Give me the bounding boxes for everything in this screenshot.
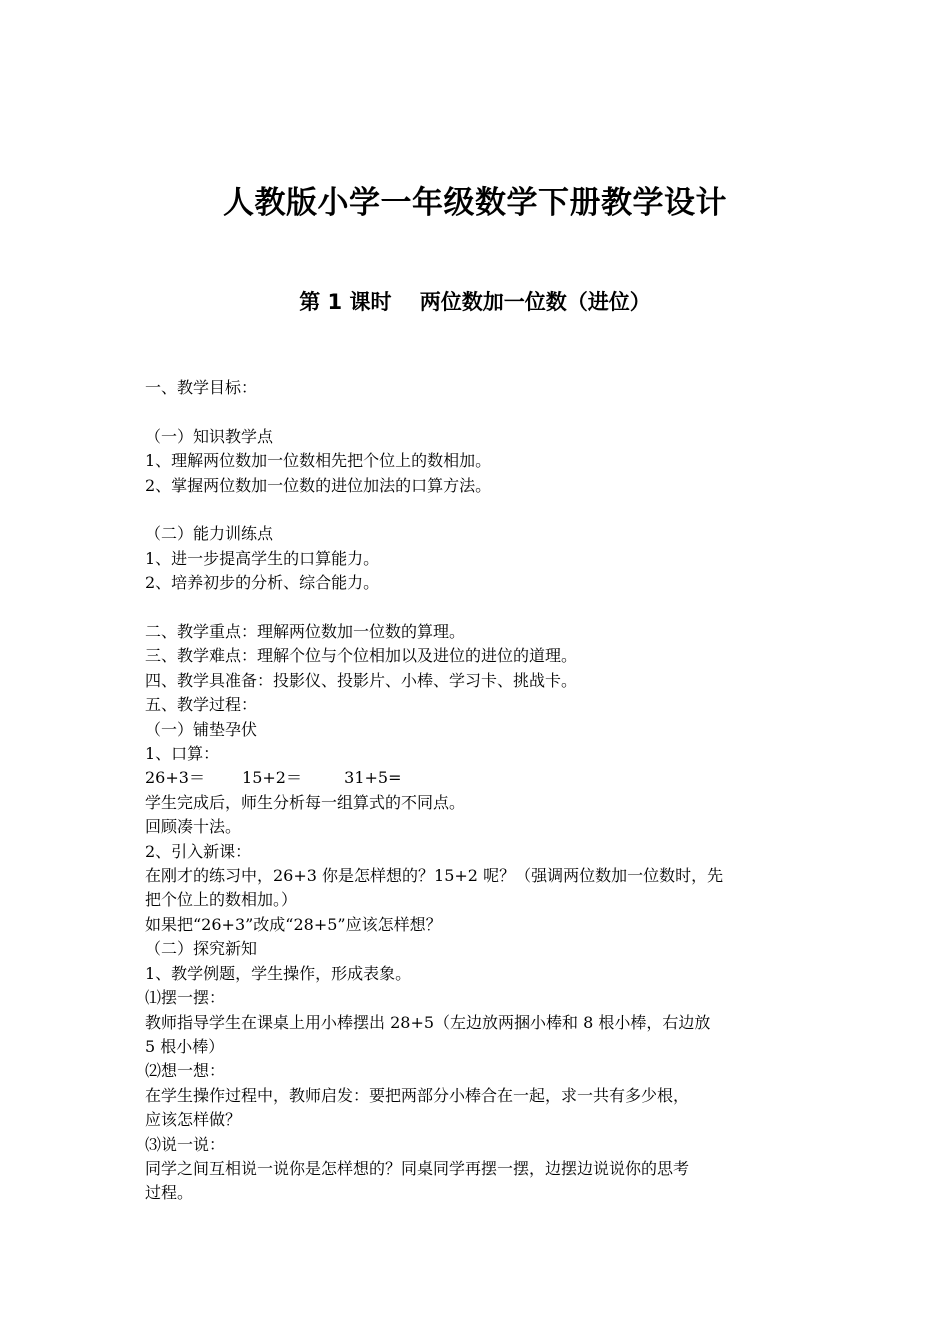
body-line: 同学之间互相说一说你是怎样想的？同桌同学再摆一摆，边摆边说说你的思考 [145,1158,690,1178]
body-line: 在学生操作过程中，教师启发：要把两部分小棒合在一起，求一共有多少根， [145,1085,690,1105]
body-line: 在刚才的练习中，26+3 你是怎样想的？15+2 呢？（强调两位数加一位数时，先 [145,866,724,886]
body-line: 26+3＝ 15+2＝ 31+5= [145,768,402,788]
body-line: 如果把“26+3”改成“28+5”应该怎样想？ [145,914,442,934]
body-line: 学生完成后，师生分析每一组算式的不同点。 [145,792,466,812]
body-line: 1、进一步提高学生的口算能力。 [145,548,380,568]
body-line: 5 根小棒） [145,1036,225,1056]
body-line: 把个位上的数相加。） [145,890,298,910]
body-line: （一）知识教学点 [145,426,274,446]
body-line: 2、培养初步的分析、综合能力。 [145,573,380,593]
body-line: ⑴摆一摆： [145,988,226,1008]
body-line: （一）铺垫孕伏 [145,719,258,739]
document-title: 人教版小学一年级数学下册教学设计 [223,185,727,221]
body-line: 回顾凑十法。 [145,817,242,837]
document-body [145,376,810,1206]
body-line: ⑵想一想： [145,1061,226,1081]
body-line: 五、教学过程： [145,695,258,715]
paragraph-gap [145,498,810,522]
body-line: 一、教学目标： [145,378,258,397]
body-line: 2、引入新课： [145,841,252,861]
body-line: 二、教学重点：理解两位数加一位数的算理。 [145,622,466,642]
body-line: 教师指导学生在课桌上用小棒摆出 28+5（左边放两捆小棒和 8 根小棒，右边放 [145,1012,711,1032]
lesson-subtitle: 第 1 课时 两位数加一位数（进位） [299,290,651,314]
body-line: 四、教学具准备：投影仪、投影片、小棒、学习卡、挑战卡。 [145,670,578,690]
body-line: （二）能力训练点 [145,524,274,544]
body-line: 三、教学难点：理解个位与个位相加以及进位的进位的道理。 [145,646,578,666]
body-line: 2、掌握两位数加一位数的进位加法的口算方法。 [145,475,492,495]
body-line: 过程。 [145,1183,194,1203]
body-line: ⑶说一说： [145,1134,226,1154]
body-line: 1、口算： [145,744,220,764]
body-line: 1、理解两位数加一位数相先把个位上的数相加。 [145,451,492,471]
body-line: 应该怎样做？ [145,1110,242,1130]
paragraph-gap [145,400,810,424]
body-line: （二）探究新知 [145,939,258,959]
paragraph-gap [145,596,810,620]
body-line: 1、教学例题，学生操作，形成表象。 [145,963,412,983]
